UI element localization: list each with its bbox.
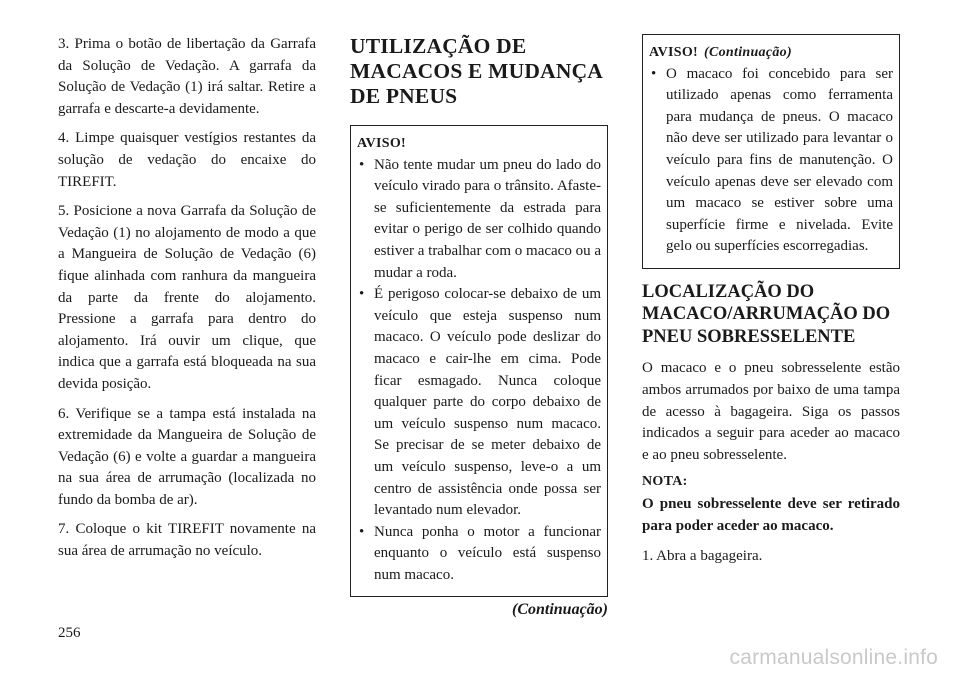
warning-item bbox=[357, 284, 601, 522]
right-column bbox=[642, 34, 900, 575]
warning-list bbox=[357, 155, 601, 587]
intro-paragraph: O macaco e o pneu sobresselente estão ambos arrumados por baixo de uma tampa de acesso à bagageira. Siga os passos indicados a seguir para aceder ao macaco e ao pneu sobresselente. bbox=[642, 360, 900, 463]
warning-item bbox=[649, 64, 893, 258]
warning-item-text: Nunca ponha o motor a funcionar enquanto o veículo está suspenso num macaco. bbox=[374, 523, 601, 583]
step-1-paragraph: 1. Abra a bagageira. bbox=[642, 547, 763, 564]
step-7-paragraph: 7. Coloque o kit TIREFIT novamente na sua área de arrumação no veículo. bbox=[58, 521, 316, 560]
warning-box bbox=[350, 125, 608, 597]
step-3-paragraph: 3. Prima o botão de libertação da Garrafa da Solução de Vedação. A garrafa da Solução de Vedação (1) irá saltar. Retire a garrafa e descarte-a devidamente. bbox=[58, 36, 316, 117]
warning-item-text: É perigoso colocar-se debaixo de um veículo que esteja suspenso num macaco. O veículo pode deslizar do macaco e cair-lhe em cima. Pode ficar esmagado. Nunca coloque qualquer parte do corpo debaixo de um veículo suspenso num macaco. Se precisar de se meter debaixo de um veículo suspenso, leve-o a um centro de assistência onde possa ser levantado num elevador. bbox=[374, 286, 601, 519]
section-heading-jack-location: LOCALIZAÇÃO DO MACACO/ARRUMAÇÃO DO PNEU SOBRESSELENTE bbox=[642, 281, 891, 347]
section-heading-jacking: UTILIZAÇÃO DE MACACOS E MUDANÇA DE PNEUS bbox=[350, 34, 602, 108]
warning-title bbox=[649, 42, 893, 64]
step-5-paragraph: 5. Posicione a nova Garrafa da Solução de Vedação (1) no alojamento de modo a que a Mangueira de Solução de Vedação (6) fique alinhada com ranhura da mangueira da parte da frente do alojamento. Pressione a garrafa para dentro do alojamento. Irá ouvir um clique, que indica que a garrafa está bloqueada na sua devida posição. bbox=[58, 203, 316, 392]
warning-title-text: AVISO! bbox=[649, 45, 699, 60]
page-number: 256 bbox=[58, 625, 81, 641]
step-4-paragraph: 4. Limpe quaisquer vestígios restantes da solução de vedação do encaixe do TIREFIT. bbox=[58, 130, 316, 190]
warning-item-text: O macaco foi concebido para ser utilizado apenas como ferramenta para mudança de pneus. O macaco não deve ser utilizado para levantar o veículo para fins de manutenção. O veículo apenas deve ser elevado com um macaco se estiver sobre uma superfície firme e nivelada. Evite gelo ou superfícies escorregadias. bbox=[666, 65, 893, 255]
left-column bbox=[58, 34, 316, 571]
warning-item bbox=[357, 522, 601, 587]
warning-item bbox=[357, 155, 601, 285]
warning-box-continued bbox=[642, 34, 900, 269]
note-text: O pneu sobresselente deve ser retirado para poder aceder ao macaco. bbox=[642, 496, 900, 534]
bullet-icon: • bbox=[651, 65, 657, 82]
warning-item-text: Não tente mudar um pneu do lado do veículo virado para o trânsito. Afaste-se suficientemente da estrada para evitar o perigo de ser colhido quando estiver a trabalhar com o macaco ou a mudar a roda. bbox=[374, 156, 601, 281]
bullet-icon: • bbox=[359, 156, 365, 173]
warning-title: AVISO! bbox=[357, 136, 407, 151]
watermark: carmanualsonline.info bbox=[729, 646, 938, 669]
step-6-paragraph: 6. Verifique se a tampa está instalada na extremidade da Mangueira de Solução de Vedação (6) e volte a guardar a mangueira na sua área de arrumação (localizada no fundo da bomba de ar). bbox=[58, 405, 316, 508]
note-label: NOTA: bbox=[642, 474, 688, 490]
warning-list bbox=[649, 64, 893, 258]
continued-label: (Continuação) bbox=[511, 601, 608, 619]
bullet-icon: • bbox=[359, 286, 365, 303]
middle-column bbox=[350, 34, 608, 619]
bullet-icon: • bbox=[359, 523, 365, 540]
warning-continuation: (Continuação) bbox=[704, 45, 792, 60]
